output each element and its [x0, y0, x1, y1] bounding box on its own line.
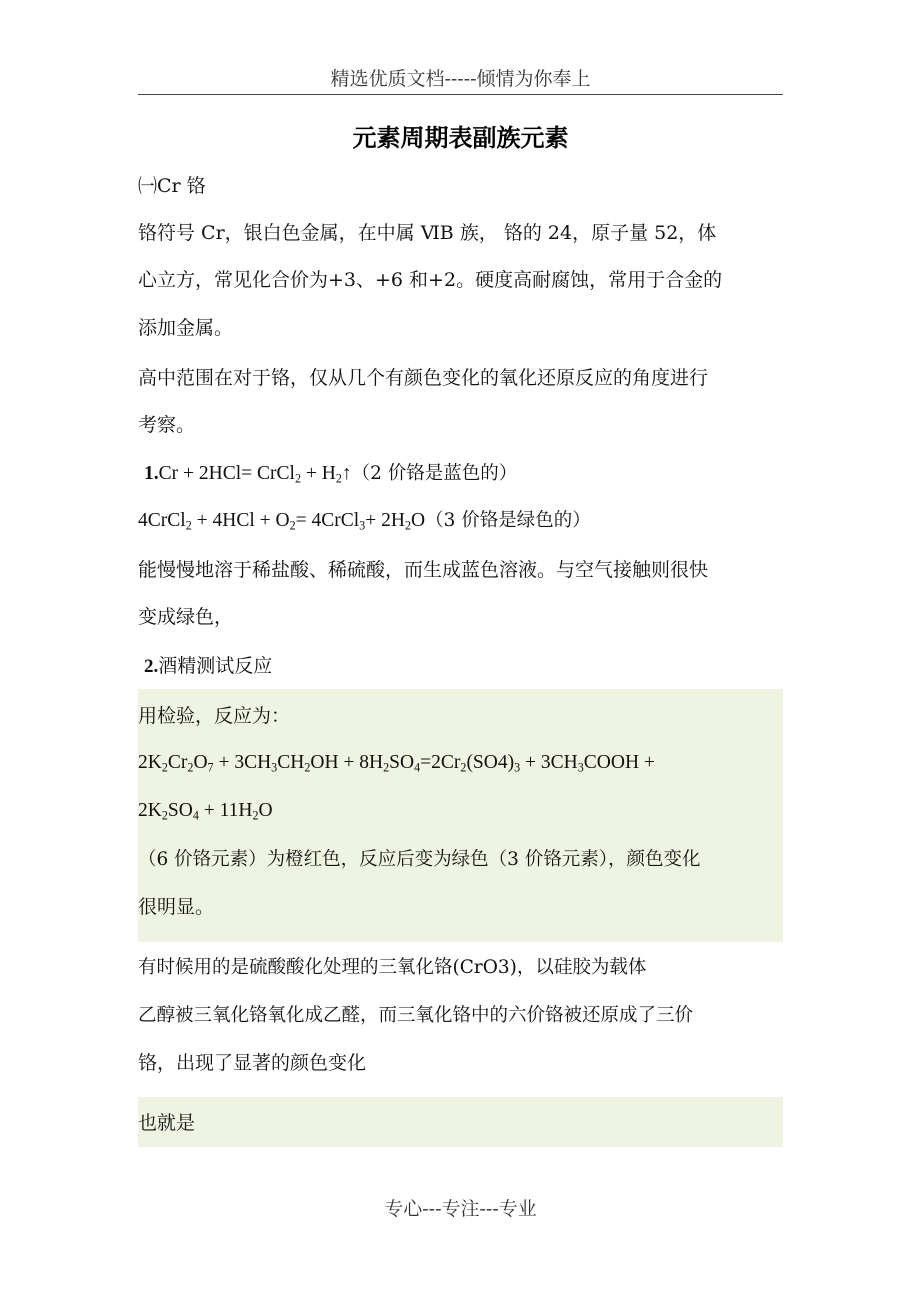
- eq-part: OH + 8H: [310, 752, 384, 773]
- eq-subscript: 2: [161, 808, 168, 823]
- eq-part: 2K: [138, 800, 162, 821]
- reaction2-subscript: 2: [404, 518, 411, 533]
- eq-part: (SO4): [466, 752, 515, 773]
- eq-subscript: 3: [577, 760, 584, 775]
- eq-subscript: 2: [460, 760, 467, 775]
- reaction-1: [144, 460, 517, 488]
- eq-part: SO: [167, 800, 193, 821]
- eq-subscript: 3: [514, 760, 521, 775]
- reaction1-subscript: 2: [294, 471, 301, 486]
- highlight-block-also: [138, 1097, 783, 1147]
- paragraph1-line1: 铬符号 Cr，银白色金属，在中属 ⅥB 族， 铬的 24，原子量 52，体: [138, 222, 717, 244]
- equation-line-2: [138, 797, 273, 825]
- equation-line-1: [138, 749, 655, 777]
- also-line: 也就是: [138, 1112, 196, 1134]
- paragraph1-line3: 添加金属。: [138, 317, 234, 339]
- item2-heading: [144, 652, 272, 681]
- eq-subscript: 4: [414, 760, 421, 775]
- eq-part: SO: [389, 752, 415, 773]
- item1-description-line1: 能慢慢地溶于稀盐酸、稀硫酸，而生成蓝色溶液。与空气接触则很快: [138, 559, 709, 581]
- reaction2-subscript: 3: [359, 518, 366, 533]
- paragraph1-line2: 心立方，常见化合价为+3、+6 和+2。硬度高耐腐蚀，常用于合金的: [138, 269, 723, 291]
- header-rule: [138, 94, 783, 95]
- reaction2-subscript: 2: [185, 518, 192, 533]
- eq-subscript: 3: [271, 760, 278, 775]
- item1-number: 1.: [144, 463, 159, 484]
- eq-part: O: [258, 800, 273, 821]
- eq-part: Cr: [167, 752, 188, 773]
- item2-test-line: 用检验，反应为：: [138, 705, 291, 727]
- eq-subscript: 2: [383, 760, 390, 775]
- eq-subscript: 2: [304, 760, 311, 775]
- reaction2-part: + 2H: [365, 510, 405, 531]
- gas-arrow: ↑: [341, 463, 352, 484]
- document-title: 元素周期表副族元素: [352, 124, 569, 152]
- eq-subscript: 2: [187, 760, 194, 775]
- reaction1-subscript: 2: [335, 471, 342, 486]
- section-heading: ㈠Cr 铬: [138, 175, 206, 197]
- page-footer: 专心---专注---专业: [384, 1198, 537, 1220]
- eq-part: CH: [277, 752, 305, 773]
- reaction2-part: = 4CrCl: [295, 510, 360, 531]
- eq-part: + 11H: [198, 800, 253, 821]
- eq-subscript: 4: [192, 808, 199, 823]
- eq-subscript: 7: [207, 760, 214, 775]
- item2-number: 2.: [144, 656, 159, 677]
- eq-part: + 3CH: [213, 752, 272, 773]
- eq-part: COOH +: [583, 752, 655, 773]
- reaction2-subscript: 2: [289, 518, 296, 533]
- page-header: 精选优质文档-----倾情为你奉上: [330, 68, 591, 90]
- color-change-line1: （6 价铬元素）为橙红色，反应后变为绿色（3 价铬元素），颜色变化: [138, 849, 701, 870]
- reaction2-part: + 4HCl + O: [191, 510, 290, 531]
- paragraph3-line1: 有时候用的是硫酸酸化处理的三氧化铬(CrO3)，以硅胶为载体: [138, 957, 647, 978]
- paragraph2-line1: 高中范围在对于铬，仅从几个有颜色变化的氧化还原反应的角度进行: [138, 367, 709, 389]
- reaction-2: [138, 507, 591, 535]
- eq-part: 2K: [138, 752, 162, 773]
- reaction2-note: （3 价铬是绿色的）: [425, 510, 591, 531]
- eq-part: + 3CH: [520, 752, 578, 773]
- eq-subscript: 2: [252, 808, 259, 823]
- color-change-line2: 很明显。: [138, 896, 215, 918]
- item2-heading-text: 酒精测试反应: [158, 655, 273, 677]
- reaction1-part: + H: [300, 463, 336, 484]
- paragraph2-line2: 考察。: [138, 414, 196, 436]
- item1-description-line2: 变成绿色，: [138, 606, 234, 628]
- reaction2-part: 4CrCl: [138, 510, 186, 531]
- reaction1-note: （2 价铬是蓝色的）: [351, 463, 518, 484]
- paragraph3-line3: 铬，出现了显著的颜色变化: [138, 1052, 367, 1074]
- paragraph3-line2: 乙醇被三氧化铬氧化成乙醛，而三氧化铬中的六价铬被还原成了三价: [138, 1005, 694, 1026]
- eq-subscript: 2: [161, 760, 168, 775]
- eq-part: =2Cr: [420, 752, 461, 773]
- reaction2-part: O: [410, 510, 426, 531]
- eq-part: O: [193, 752, 208, 773]
- reaction1-part: Cr + 2HCl= CrCl: [158, 463, 295, 484]
